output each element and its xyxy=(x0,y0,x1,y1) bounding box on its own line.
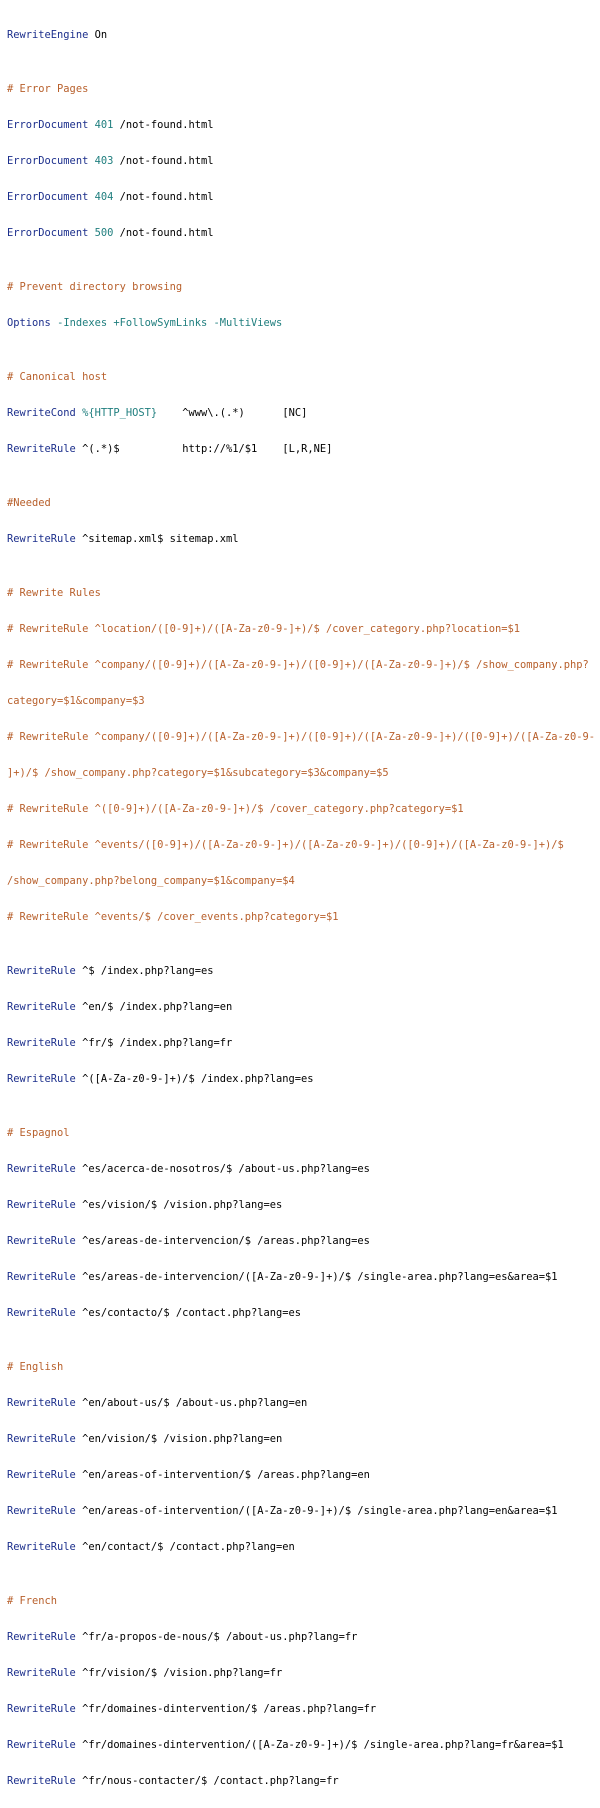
comment-line: ]+)/$ /show_company.php?category=$1&subcategory=$3&company=$5 xyxy=(7,767,389,779)
directive: RewriteRule xyxy=(7,1541,76,1553)
rule: ^es/areas-de-intervencion/([A-Za-z0-9-]+)/$ /single-area.php?lang=es&area=$1 xyxy=(82,1271,558,1283)
code-line xyxy=(7,1232,600,1250)
directive: RewriteRule xyxy=(7,1307,76,1319)
rule: ^([A-Za-z0-9-]+)/$ /index.php?lang=es xyxy=(82,1073,314,1085)
comment-line: # Prevent directory browsing xyxy=(7,281,183,293)
directive: RewriteRule xyxy=(7,1505,76,1517)
comment-line: /show_company.php?belong_company=$1&company=$4 xyxy=(7,875,295,887)
directive: RewriteRule xyxy=(7,1433,76,1445)
rule: ^$ /index.php?lang=es xyxy=(82,965,214,977)
path: /not-found.html xyxy=(119,155,214,167)
directive: RewriteRule xyxy=(7,965,76,977)
rule: ^en/contact/$ /contact.php?lang=en xyxy=(82,1541,295,1553)
code-line xyxy=(7,1664,600,1682)
rule: ^en/about-us/$ /about-us.php?lang=en xyxy=(82,1397,308,1409)
directive: ErrorDocument xyxy=(7,119,89,131)
comment-line: # Rewrite Rules xyxy=(7,587,101,599)
comment-line: # RewriteRule ^events/([0-9]+)/([A-Za-z0-9-]+)/([A-Za-z0-9-]+)/([0-9]+)/([A-Za-z0-9-]+)/$ xyxy=(7,839,564,851)
code-line xyxy=(7,1502,600,1520)
comment-line: # RewriteRule ^events/$ /cover_events.php?category=$1 xyxy=(7,911,339,923)
code-line xyxy=(7,530,600,548)
option: -Indexes xyxy=(57,317,108,329)
code-line xyxy=(7,1430,600,1448)
directive: RewriteRule xyxy=(7,1667,76,1679)
rule: ^fr/vision/$ /vision.php?lang=fr xyxy=(82,1667,283,1679)
code-line xyxy=(7,188,600,206)
pattern: ^(.*)$ xyxy=(82,443,120,455)
code-line xyxy=(7,1196,600,1214)
rule: ^fr/nous-contacter/$ /contact.php?lang=fr xyxy=(82,1775,339,1787)
code-line xyxy=(7,1070,600,1088)
comment-line: # Canonical host xyxy=(7,371,108,383)
directive: RewriteRule xyxy=(7,1001,76,1013)
status-code: 404 xyxy=(94,191,114,203)
directive: Options xyxy=(7,317,51,329)
rule: ^es/vision/$ /vision.php?lang=es xyxy=(82,1199,283,1211)
directive: RewriteRule xyxy=(7,1631,76,1643)
status-code: 500 xyxy=(94,227,114,239)
pattern: ^www\.(.*) xyxy=(182,407,245,419)
status-code: 403 xyxy=(94,155,114,167)
code-line xyxy=(7,1034,600,1052)
comment-line: # Espagnol xyxy=(7,1127,70,1139)
comment-line: # French xyxy=(7,1595,58,1607)
rule: ^es/acerca-de-nosotros/$ /about-us.php?lang=es xyxy=(82,1163,370,1175)
flags: [NC] xyxy=(282,407,308,419)
directive: RewriteRule xyxy=(7,1397,76,1409)
code-line xyxy=(7,1538,600,1556)
directive: RewriteRule xyxy=(7,1775,76,1787)
code-line xyxy=(7,116,600,134)
code-line xyxy=(7,404,600,422)
flags: [L,R,NE] xyxy=(282,443,333,455)
code-line xyxy=(7,1736,600,1754)
code-line xyxy=(7,1304,600,1322)
directive: RewriteRule xyxy=(7,1739,76,1751)
code-line xyxy=(7,1394,600,1412)
code-line xyxy=(7,314,600,332)
directive: ErrorDocument xyxy=(7,227,89,239)
code-line xyxy=(7,962,600,980)
comment-line: # RewriteRule ^location/([0-9]+)/([A-Za-z0-9-]+)/$ /cover_category.php?location=$1 xyxy=(7,623,520,635)
rule: ^fr/$ /index.php?lang=fr xyxy=(82,1037,233,1049)
directive: RewriteRule xyxy=(7,443,76,455)
code-line xyxy=(7,1466,600,1484)
code-line xyxy=(7,1772,600,1790)
rule: ^es/areas-de-intervencion/$ /areas.php?lang=es xyxy=(82,1235,370,1247)
comment-line: # Error Pages xyxy=(7,83,89,95)
path: /not-found.html xyxy=(119,227,214,239)
comment-line: # RewriteRule ^([0-9]+)/([A-Za-z0-9-]+)/$ /cover_category.php?category=$1 xyxy=(7,803,464,815)
comment-line: # RewriteRule ^company/([0-9]+)/([A-Za-z0-9-]+)/([0-9]+)/([A-Za-z0-9-]+)/$ /show_company.php? xyxy=(7,659,589,671)
comment-line: # English xyxy=(7,1361,64,1373)
directive: RewriteCond xyxy=(7,407,76,419)
path: /not-found.html xyxy=(119,119,214,131)
comment-line: # RewriteRule ^company/([0-9]+)/([A-Za-z0-9-]+)/([0-9]+)/([A-Za-z0-9-]+)/([0-9]+)/([A-Za-z0-9- xyxy=(7,731,596,743)
code-line xyxy=(7,152,600,170)
code-line xyxy=(7,1700,600,1718)
code-line xyxy=(7,1628,600,1646)
code-line xyxy=(7,1160,600,1178)
directive: ErrorDocument xyxy=(7,155,89,167)
status-code: 401 xyxy=(94,119,114,131)
rule: ^fr/domaines-dintervention/([A-Za-z0-9-]+)/$ /single-area.php?lang=fr&area=$1 xyxy=(82,1739,564,1751)
directive: RewriteRule xyxy=(7,1073,76,1085)
directive: RewriteEngine xyxy=(7,29,89,41)
option: +FollowSymLinks xyxy=(113,317,208,329)
rule: ^en/$ /index.php?lang=en xyxy=(82,1001,233,1013)
rule: ^en/vision/$ /vision.php?lang=en xyxy=(82,1433,283,1445)
code-line xyxy=(7,26,600,44)
code-line xyxy=(7,1268,600,1286)
rule: ^en/areas-of-intervention/([A-Za-z0-9-]+)/$ /single-area.php?lang=en&area=$1 xyxy=(82,1505,558,1517)
directive: RewriteRule xyxy=(7,1199,76,1211)
option: -MultiViews xyxy=(213,317,283,329)
value: On xyxy=(94,29,108,41)
rule: ^sitemap.xml$ sitemap.xml xyxy=(82,533,239,545)
directive: RewriteRule xyxy=(7,1469,76,1481)
rule: ^fr/domaines-dintervention/$ /areas.php?lang=fr xyxy=(82,1703,377,1715)
directive: RewriteRule xyxy=(7,1271,76,1283)
directive: ErrorDocument xyxy=(7,191,89,203)
directive: RewriteRule xyxy=(7,1037,76,1049)
rule: ^fr/a-propos-de-nous/$ /about-us.php?lang=fr xyxy=(82,1631,358,1643)
comment-line: category=$1&company=$3 xyxy=(7,695,145,707)
code-line xyxy=(7,224,600,242)
directive: RewriteRule xyxy=(7,1235,76,1247)
comment-line: #Needed xyxy=(7,497,51,509)
directive: RewriteRule xyxy=(7,1703,76,1715)
server-variable: %{HTTP_HOST} xyxy=(82,407,158,419)
code-line xyxy=(7,440,600,458)
directive: RewriteRule xyxy=(7,533,76,545)
path: /not-found.html xyxy=(119,191,214,203)
rule: ^es/contacto/$ /contact.php?lang=es xyxy=(82,1307,302,1319)
target: http://%1/$1 xyxy=(182,443,258,455)
directive: RewriteRule xyxy=(7,1163,76,1175)
code-line xyxy=(7,998,600,1016)
rule: ^en/areas-of-intervention/$ /areas.php?lang=en xyxy=(82,1469,370,1481)
